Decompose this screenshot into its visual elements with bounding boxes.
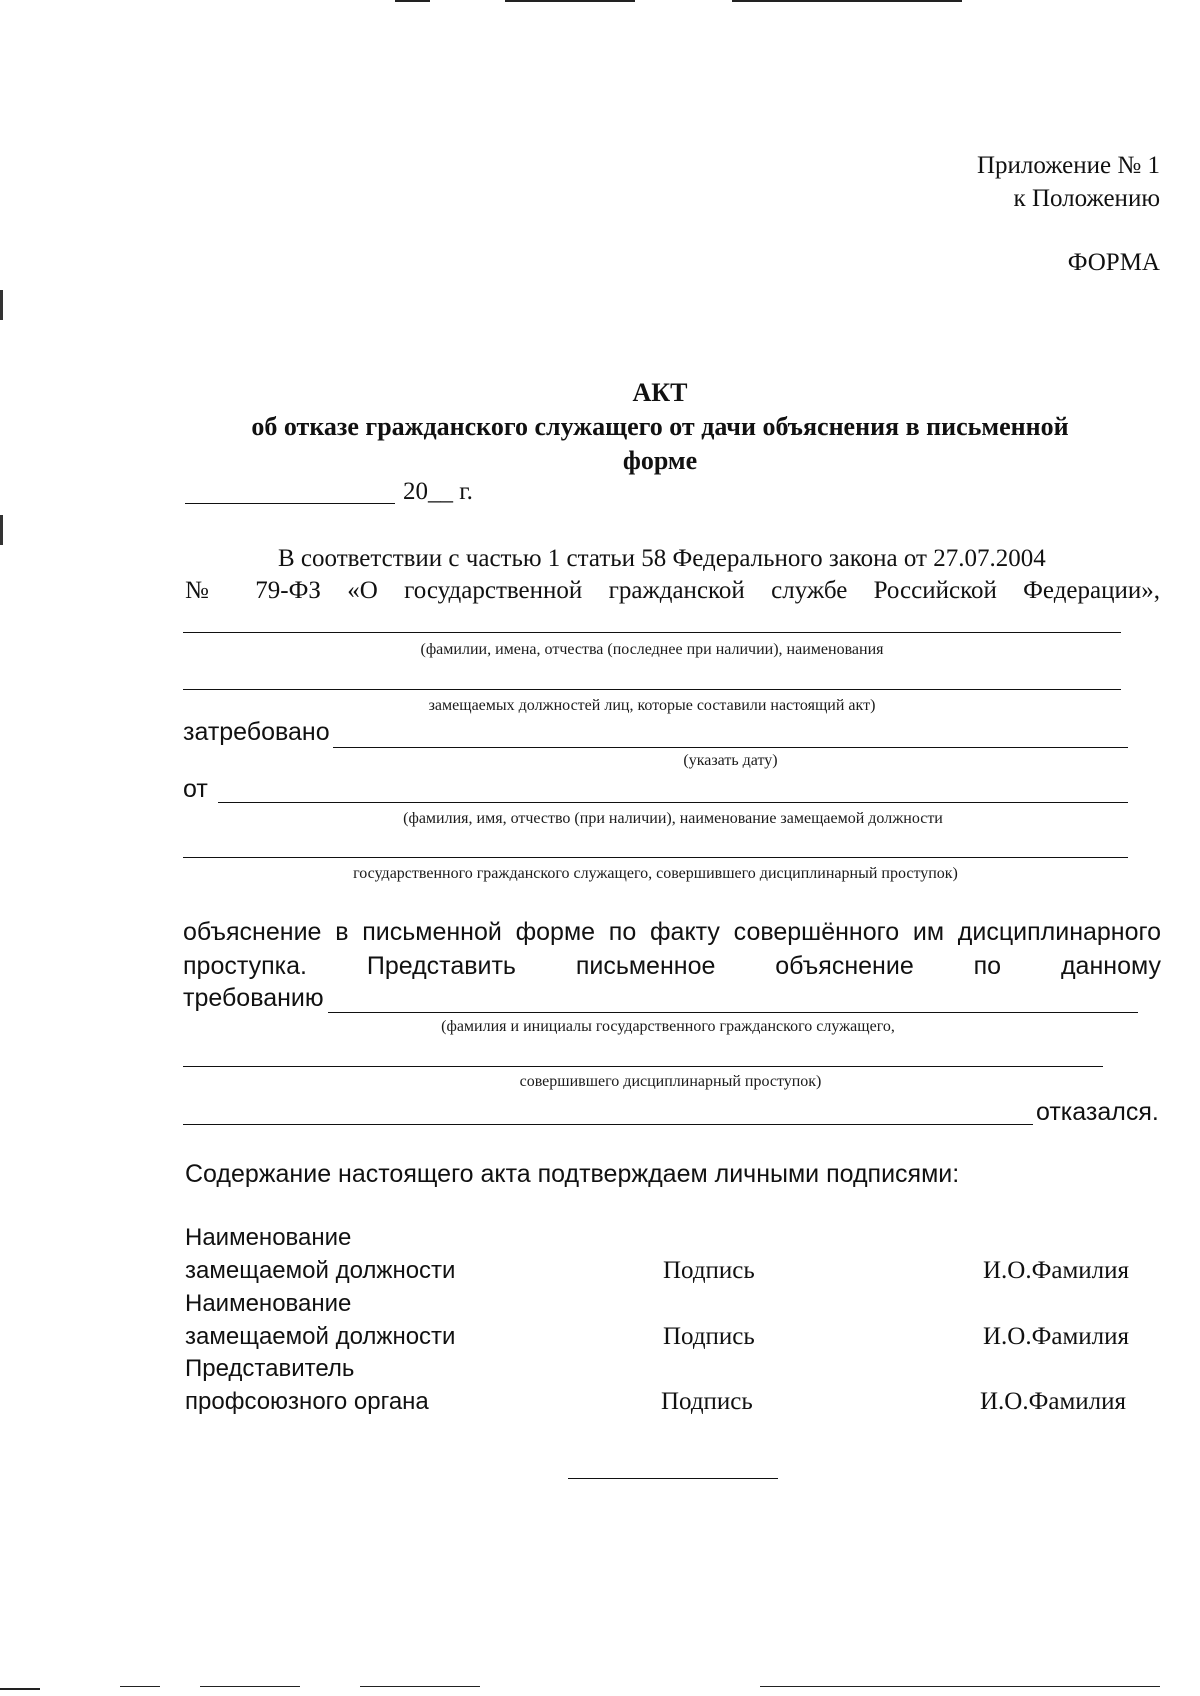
signature-row-1-position-line-1: Наименование <box>185 1224 352 1251</box>
refused-field-line <box>183 1124 1033 1125</box>
explanation-word-5: по <box>973 952 1002 980</box>
explanation-line-1-text: объяснение в письменной форме по факту совершённого им дисциплинарного <box>183 918 1161 946</box>
signature-row-2-name: И.О.Фамилия <box>983 1323 1130 1350</box>
confirmation-text: Содержание настоящего акта подтверждаем личными подписями: <box>185 1160 960 1188</box>
scan-mark-bottom-3 <box>200 1686 300 1687</box>
signature-row-2-position-line-2: замещаемой должности <box>185 1323 456 1350</box>
employee-initials-line-2 <box>183 1066 1103 1067</box>
hint-authors-1: (фамилии, имена, отчества (последнее при наличии), наименования <box>420 641 884 658</box>
signature-row-2-position <box>185 1287 455 1353</box>
scan-mark-left-2 <box>0 515 3 545</box>
explanation-word-6: данному <box>1060 952 1161 980</box>
title-line-1: АКТ <box>632 378 688 407</box>
signature-row-3-position <box>185 1352 429 1418</box>
hint-date: (указать дату) <box>683 752 778 769</box>
label-from: от <box>183 775 208 803</box>
signature-row-2-position-line-1: Наименование <box>185 1290 352 1317</box>
demanded-date-line <box>333 747 1128 748</box>
scan-mark-bottom-2 <box>120 1686 160 1687</box>
hint-employee-1: (фамилия, имя, отчество (при наличии), наименование замещаемой должности <box>403 810 943 827</box>
label-demanded: затребовано <box>183 718 330 746</box>
title-line-3: форме <box>622 446 698 475</box>
scan-mark-bottom-5 <box>760 1686 1160 1687</box>
hint-employee-initials-1: (фамилия и инициалы государственного гражданского служащего, <box>441 1018 895 1035</box>
intro-line-2-text: № 79-ФЗ «О государственной гражданской службе Российской Федерации», <box>185 577 1160 604</box>
scan-mark-top-3 <box>732 0 962 2</box>
scan-mark-top-1 <box>395 0 430 2</box>
from-field-line <box>218 802 1128 803</box>
explanation-word-3: письменное <box>575 952 716 980</box>
date-year: 20__ г. <box>403 478 473 505</box>
requirement-field-line <box>328 1012 1138 1013</box>
authors-field-line-2 <box>183 689 1121 690</box>
explanation-word-2: Представить <box>366 952 516 980</box>
signature-row-3-position-line-1: Представитель <box>185 1355 355 1382</box>
explanation-line-1 <box>183 918 1161 947</box>
end-separator <box>568 1478 778 1479</box>
signature-row-1-position-line-2: замещаемой должности <box>185 1257 456 1284</box>
appendix-line-2: к Положению <box>1013 185 1160 212</box>
signature-row-1-position <box>185 1221 455 1287</box>
signature-row-3-sign: Подпись <box>661 1388 753 1415</box>
signature-row-3-name: И.О.Фамилия <box>980 1388 1127 1415</box>
form-label: ФОРМА <box>1067 249 1160 276</box>
employee-field-line-2 <box>183 857 1128 858</box>
title-line-2: об отказе гражданского служащего от дачи объяснения в письменной <box>251 412 1069 441</box>
label-refused: отказался. <box>1036 1098 1159 1126</box>
hint-employee-2: государственного гражданского служащего, совершившего дисциплинарный проступок) <box>353 865 958 882</box>
explanation-word-1: проступка. <box>183 952 307 980</box>
hint-authors-2: замещаемых должностей лиц, которые составили настоящий акт) <box>428 697 876 714</box>
appendix-line-1: Приложение № 1 <box>976 152 1160 179</box>
signature-row-3-position-line-2: профсоюзного органа <box>185 1388 429 1415</box>
document-title <box>180 376 1140 478</box>
signature-row-1-name: И.О.Фамилия <box>983 1257 1130 1284</box>
explanation-line-2 <box>183 952 1161 981</box>
authors-field-line-1 <box>183 632 1121 633</box>
scan-mark-bottom <box>0 1688 40 1690</box>
scan-mark-left-1 <box>0 290 3 320</box>
scan-mark-top-2 <box>505 0 635 2</box>
hint-employee-initials-2: совершившего дисциплинарный проступок) <box>519 1073 822 1090</box>
explanation-line-3: требованию <box>183 984 324 1012</box>
signature-row-1-sign: Подпись <box>663 1257 755 1284</box>
explanation-word-4: объяснение <box>775 952 914 980</box>
scan-mark-bottom-4 <box>360 1686 480 1687</box>
date-blank-line <box>185 503 395 504</box>
intro-line-1: В соответствии с частью 1 статьи 58 Федерального закона от 27.07.2004 <box>278 545 1046 572</box>
signature-row-2-sign: Подпись <box>663 1323 755 1350</box>
intro-line-2 <box>185 577 1160 605</box>
